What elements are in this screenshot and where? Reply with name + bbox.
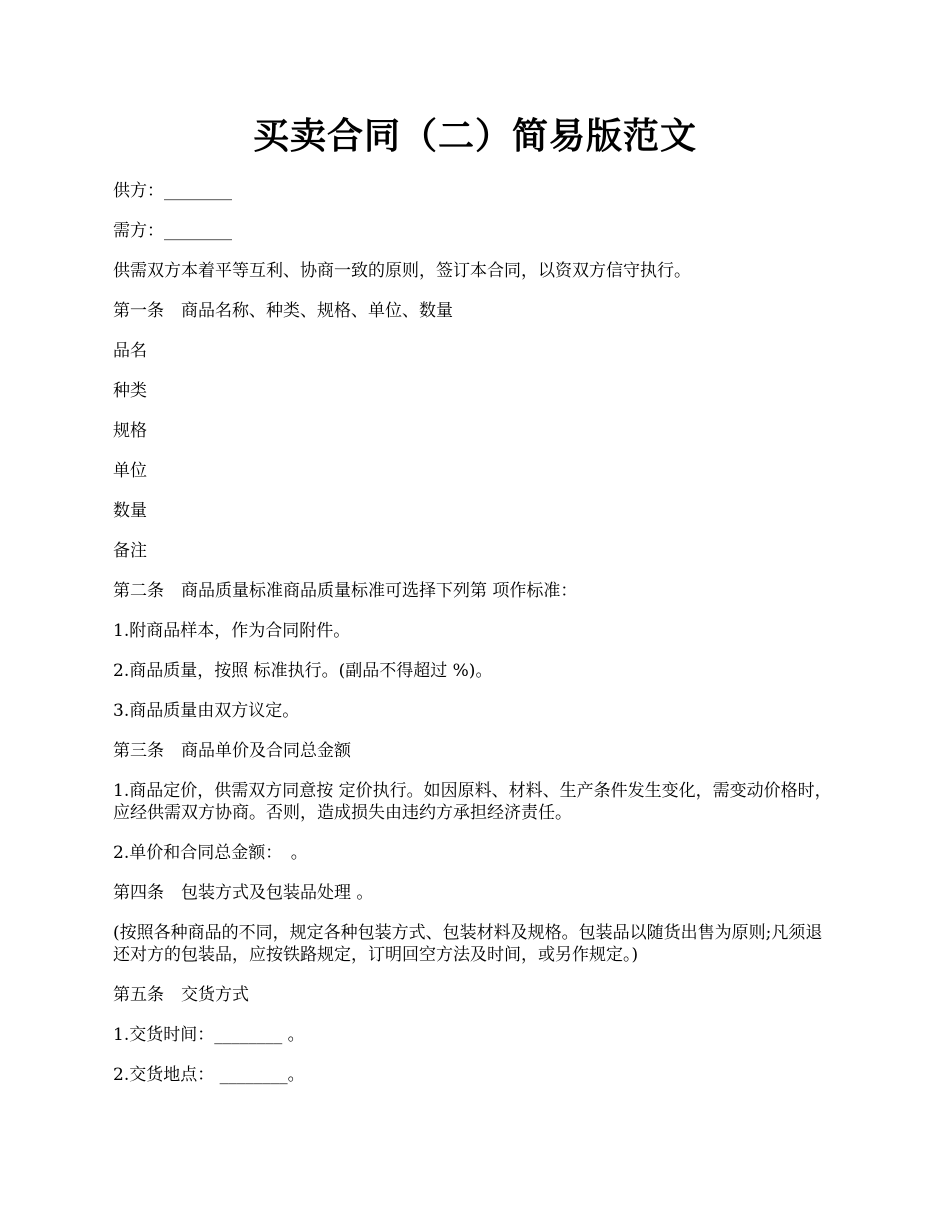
field-category: 种类 [113,381,147,401]
field-product-name: 品名 [113,341,147,361]
article-3-item-1: 1.商品定价，供需双方同意按 定价执行。如因原料、材料、生产条件发生变化，需变动价格时，应经供需双方协商。否则，造成损失由违约方承担经济责任。 [113,781,832,823]
article-2-heading: 第二条 商品质量标准商品质量标准可选择下列第 项作标准： [113,581,578,601]
document-body [113,180,833,1104]
article-4-heading: 第四条 包装方式及包装品处理 。 [113,883,374,903]
article-5-item-2: 2.交货地点： ________。 [113,1065,305,1085]
article-2-item-1: 1.附商品样本，作为合同附件。 [113,621,351,641]
article-5-heading: 第五条 交货方式 [113,985,249,1005]
intro-paragraph: 供需双方本着平等互利、协商一致的原则，签订本合同，以资双方信守执行。 [113,261,691,281]
article-5-item-1: 1.交货时间：________ 。 [113,1025,305,1045]
article-3-heading: 第三条 商品单价及合同总金额 [113,741,351,761]
field-remarks: 备注 [113,541,147,561]
article-2-item-3: 3.商品质量由双方议定。 [113,701,300,721]
field-quantity: 数量 [113,501,147,521]
document-title: 买卖合同（二）简易版范文 [252,115,697,157]
article-3-item-2: 2.单价和合同总金额： 。 [113,843,308,863]
article-4-note: (按照各种商品的不同，规定各种包装方式、包装材料及规格。包装品以随货出售为原则;凡须退还对方的包装品，应按铁路规定，订明回空方法及时间，或另作规定。) [113,923,823,965]
article-1-heading: 第一条 商品名称、种类、规格、单位、数量 [113,301,453,321]
article-2-item-2: 2.商品质量，按照 标准执行。(副品不得超过 %)。 [113,661,493,681]
supplier-line: 供方：________ [113,181,232,201]
buyer-line: 需方：________ [113,221,232,241]
field-unit: 单位 [113,461,147,481]
field-specification: 规格 [113,421,147,441]
